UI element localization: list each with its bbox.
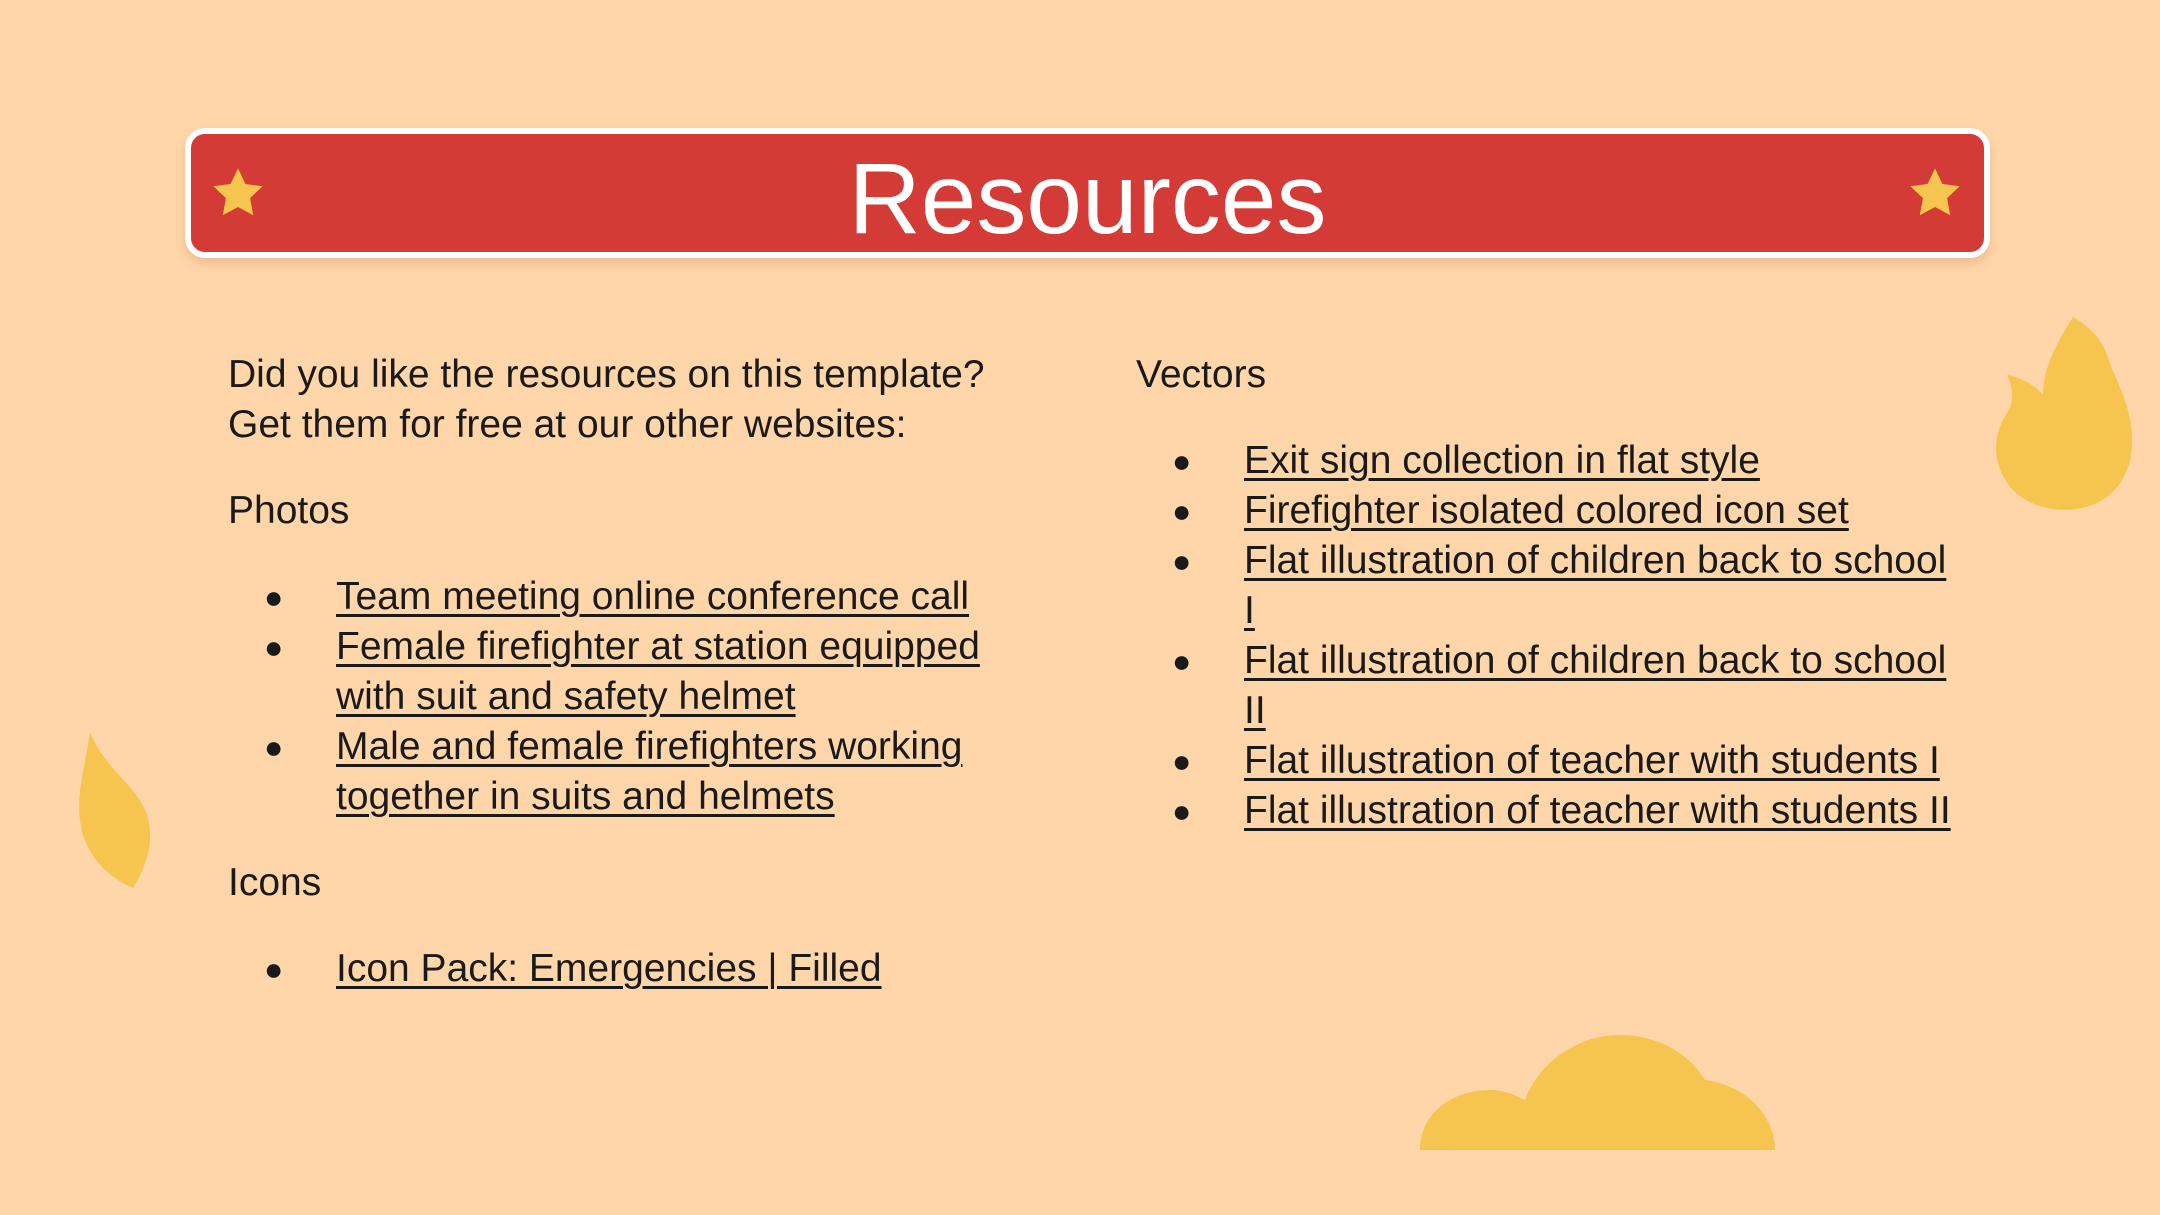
bullet-icon: ● xyxy=(264,579,284,615)
resource-link[interactable]: Male and female firefighters working together in suits and helmets xyxy=(336,725,963,818)
list-item xyxy=(1136,786,1956,836)
vectors-link-list xyxy=(1136,436,1956,836)
bullet-icon: ● xyxy=(1172,493,1192,529)
bullet-icon: ● xyxy=(264,629,284,665)
bullet-icon: ● xyxy=(1172,743,1192,779)
intro-text: Did you like the resources on this template? Get them for free at our other websites: xyxy=(228,353,985,446)
left-column xyxy=(228,350,1058,994)
bullet-icon: ● xyxy=(1172,543,1192,579)
section-heading-icons: Icons xyxy=(228,861,322,904)
list-item xyxy=(228,722,1058,822)
bullet-icon: ● xyxy=(1172,643,1192,679)
cloud-icon xyxy=(1420,1035,1775,1150)
resource-link[interactable]: Female firefighter at station equipped with suit and safety helmet xyxy=(336,625,980,718)
resource-link[interactable]: Flat illustration of teacher with students II xyxy=(1244,789,1951,832)
list-item xyxy=(1136,486,1956,536)
list-item xyxy=(228,944,1058,994)
resource-link[interactable]: Firefighter isolated colored icon set xyxy=(1244,489,1849,532)
star-icon xyxy=(1906,164,1964,222)
leaf-flame-icon xyxy=(75,730,155,890)
resource-link[interactable]: Flat illustration of teacher with students I xyxy=(1244,739,1940,782)
list-item xyxy=(1136,636,1956,736)
list-item xyxy=(1136,436,1956,486)
section-heading-photos: Photos xyxy=(228,489,350,532)
resource-link[interactable]: Icon Pack: Emergencies | Filled xyxy=(336,947,882,990)
photos-link-list xyxy=(228,572,1058,822)
list-item xyxy=(1136,736,1956,786)
title-banner xyxy=(185,128,1990,258)
list-item xyxy=(228,572,1058,622)
bullet-icon: ● xyxy=(264,729,284,765)
resource-link[interactable]: Team meeting online conference call xyxy=(336,575,970,618)
list-item xyxy=(1136,536,1956,636)
page-title: Resources xyxy=(848,143,1327,255)
resource-link[interactable]: Exit sign collection in flat style xyxy=(1244,439,1760,482)
bullet-icon: ● xyxy=(1172,443,1192,479)
resource-link[interactable]: Flat illustration of children back to school I xyxy=(1244,539,1947,632)
bullet-icon: ● xyxy=(264,951,284,987)
right-column xyxy=(1136,350,1956,836)
icons-link-list xyxy=(228,944,1058,994)
list-item xyxy=(228,622,1058,722)
section-heading-vectors: Vectors xyxy=(1136,353,1267,396)
bullet-icon: ● xyxy=(1172,793,1192,829)
resource-link[interactable]: Flat illustration of children back to school II xyxy=(1244,639,1947,732)
flame-icon xyxy=(1985,315,2135,515)
